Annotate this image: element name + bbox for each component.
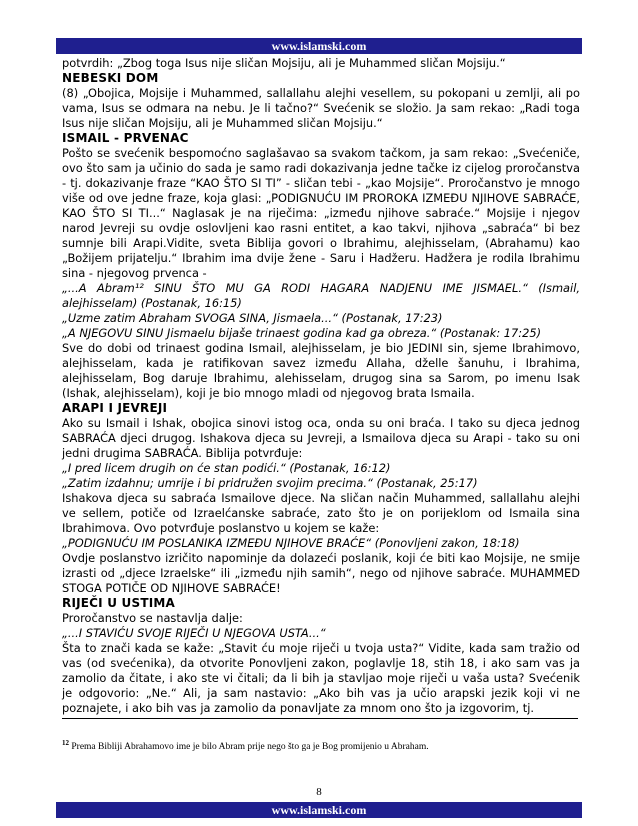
header-site-link[interactable]: www.islamski.com — [271, 39, 367, 53]
section-heading: NEBESKI DOM — [62, 71, 159, 85]
scripture-quote: „Uzme zatim Abraham SVOGA SINA, Jismaela...“ (Postanak, 17:23) — [62, 311, 443, 325]
footer-site-link[interactable]: www.islamski.com — [271, 803, 367, 817]
paragraph: (8) „Obojica, Mojsije i Muhammed, sallallahu alejhi vesellem, su pokopani u zemlji, ali po vama, Isus se odmara na nebu. Je li tačno?“ Svećenik se složio. Ja sam rekao: „Radi toga Isus nije sličan Mojsiju, ali je Muhammed sličan Mojsiju.“ — [62, 86, 580, 130]
scripture-quote: „I pred licem drugih on će stan podići.“ (Postanak, 16:12) — [62, 461, 391, 475]
footnote-divider — [62, 718, 578, 719]
footnote — [62, 737, 578, 753]
section-heading: ARAPI I JEVREJI — [62, 401, 168, 415]
footnote-number: 12 — [62, 739, 69, 747]
header-bar — [56, 38, 582, 54]
paragraph: potvrdih: „Zbog toga Isus nije sličan Mojsiju, ali je Muhammed sličan Mojsiju.“ — [62, 56, 506, 70]
paragraph: Šta to znači kada se kaže: „Stavit ću moje riječi u tvoja usta?“ Vidite, kada sam tražio od vas (od svećenika), da otvorite Ponovljeni zakon, poglavlje 18, stih 18, i ako sam vas ja zamolio da čitate, i ako ste vi čitali; da li bih ja stavljao moje riječi u vaša usta? Svećenik je odgovorio: „Ne.“ Ali, ja sam nastavio: „Ako bih vas ja učio arapski jezik koji vi ne poznajete, i ako bih vas ja zamolio da ponavljate za mnom ono što ja izgovorim, tj. — [62, 641, 580, 715]
section-heading: ISMAIL - PRVENAC — [62, 131, 189, 145]
scripture-quote: „...A Abram¹² SINU ŠTO MU GA RODI HAGARA NADJENU IME JISMAEL.“ (Ismail, alejhisselam) (Postanak, 16:15) — [62, 281, 580, 310]
page-content — [62, 56, 580, 716]
footer-bar — [56, 802, 582, 818]
scripture-quote: „Zatim izdahnu; umrije i bi pridružen svojim precima.“ (Postanak, 25:17) — [62, 476, 478, 490]
paragraph: Sve do dobi od trinaest godina Ismail, alejhisselam, je bio JEDINI sin, sjeme Ibrahimovo, alejhisselam, kada je ratifikovan savez između Allaha, dželle šanuhu, i Ibrahima, alejhisselam, Bog daruje Ibrahimu, alehisselam, drugog sina sa Sarom, po imenu Isak (Ishak, alejhisselam), koji je bio mnogo mladi od njegovog brata Ismaila. — [62, 341, 580, 400]
paragraph: Proročanstvo se nastavlja dalje: — [62, 611, 243, 625]
paragraph: Ishakova djeca su sabraća Ismailove djece. Na sličan način Muhammed, sallallahu alejhi ve sellem, potiče od Izraelćanske sabraće, zato što je on porijeklom od Ismaila sina Ibrahimova. Ovo potvrđuje poslanstvo u kojem se kaže: — [62, 491, 580, 535]
scripture-quote: „PODIGNUĆU IM POSLANIKA IZMEĐU NJIHOVE BRAĆE“ (Ponovljeni zakon, 18:18) — [62, 536, 520, 550]
paragraph: Ovdje poslanstvo izričito napominje da dolazeći poslanik, koji će biti kao Mojsije, ne smije izrasti od „djece Izraelske“ ili „između njih samih“, nego od njihove sabraće. MUHAMMED STOGA POTIČE OD NJIHOVE SABRAĆE! — [62, 551, 580, 595]
scripture-quote: „...I STAVIĆU SVOJE RIJEČI U NJEGOVA USTA...“ — [62, 626, 326, 640]
section-heading: RIJEČI U USTIMA — [62, 596, 176, 610]
paragraph: Pošto se svećenik bespomoćno saglašavao sa svakom tačkom, ja sam rekao: „Svećeniče, ovo što sam ja učinio do sada je samo radi dokazivanja jedne tačke iz cijelog proročanstva - tj. dokazivanje fraze “KAO ŠTO SI TI” - sličan tebi - „kao Mojsije“. Proročanstvo je mnogo više od ove jedne fraze, koja glasi: „PODIGNUĆU IM PROROKA IZMEĐU NJIHOVE SABRAĆE, KAO ŠTO SI TI...“ Naglasak je na riječima: „između njihove sabraće.“ Mojsije i njegov narod Jevreji su ovdje oslovljeni kao rasni entitet, a kao takvi, njihova „sabraća“ bi bez sumnje bili Arapi.Vidite, sveta Biblija govori o Ibrahimu, alejhisselam, (Abrahamu) kao „Božijem prijatelju.“ Ibrahim ima dvije žene - Saru i Hadžeru. Hadžera je rodila Ibrahimu sina - njegovog prvenca - — [62, 146, 580, 280]
paragraph: Ako su Ismail i Ishak, obojica sinovi istog oca, onda su oni braća. I tako su djeca jednog SABRAĆA djeci drugog. Ishakova djeca su Jevreji, a Ismailova djeca su Arapi - tako su oni jedni drugima SABRAĆA. Biblija potvrđuje: — [62, 416, 580, 460]
page-number: 8 — [316, 786, 322, 798]
scripture-quote: „A NJEGOVU SINU Jismaelu bijaše trinaest godina kad ga obreza.“ (Postanak: 17:25) — [62, 326, 542, 340]
footnote-text: Prema Bibliji Abrahamovo ime je bilo Abram prije nego što ga je Bog promijenio u Abraham. — [71, 742, 429, 753]
